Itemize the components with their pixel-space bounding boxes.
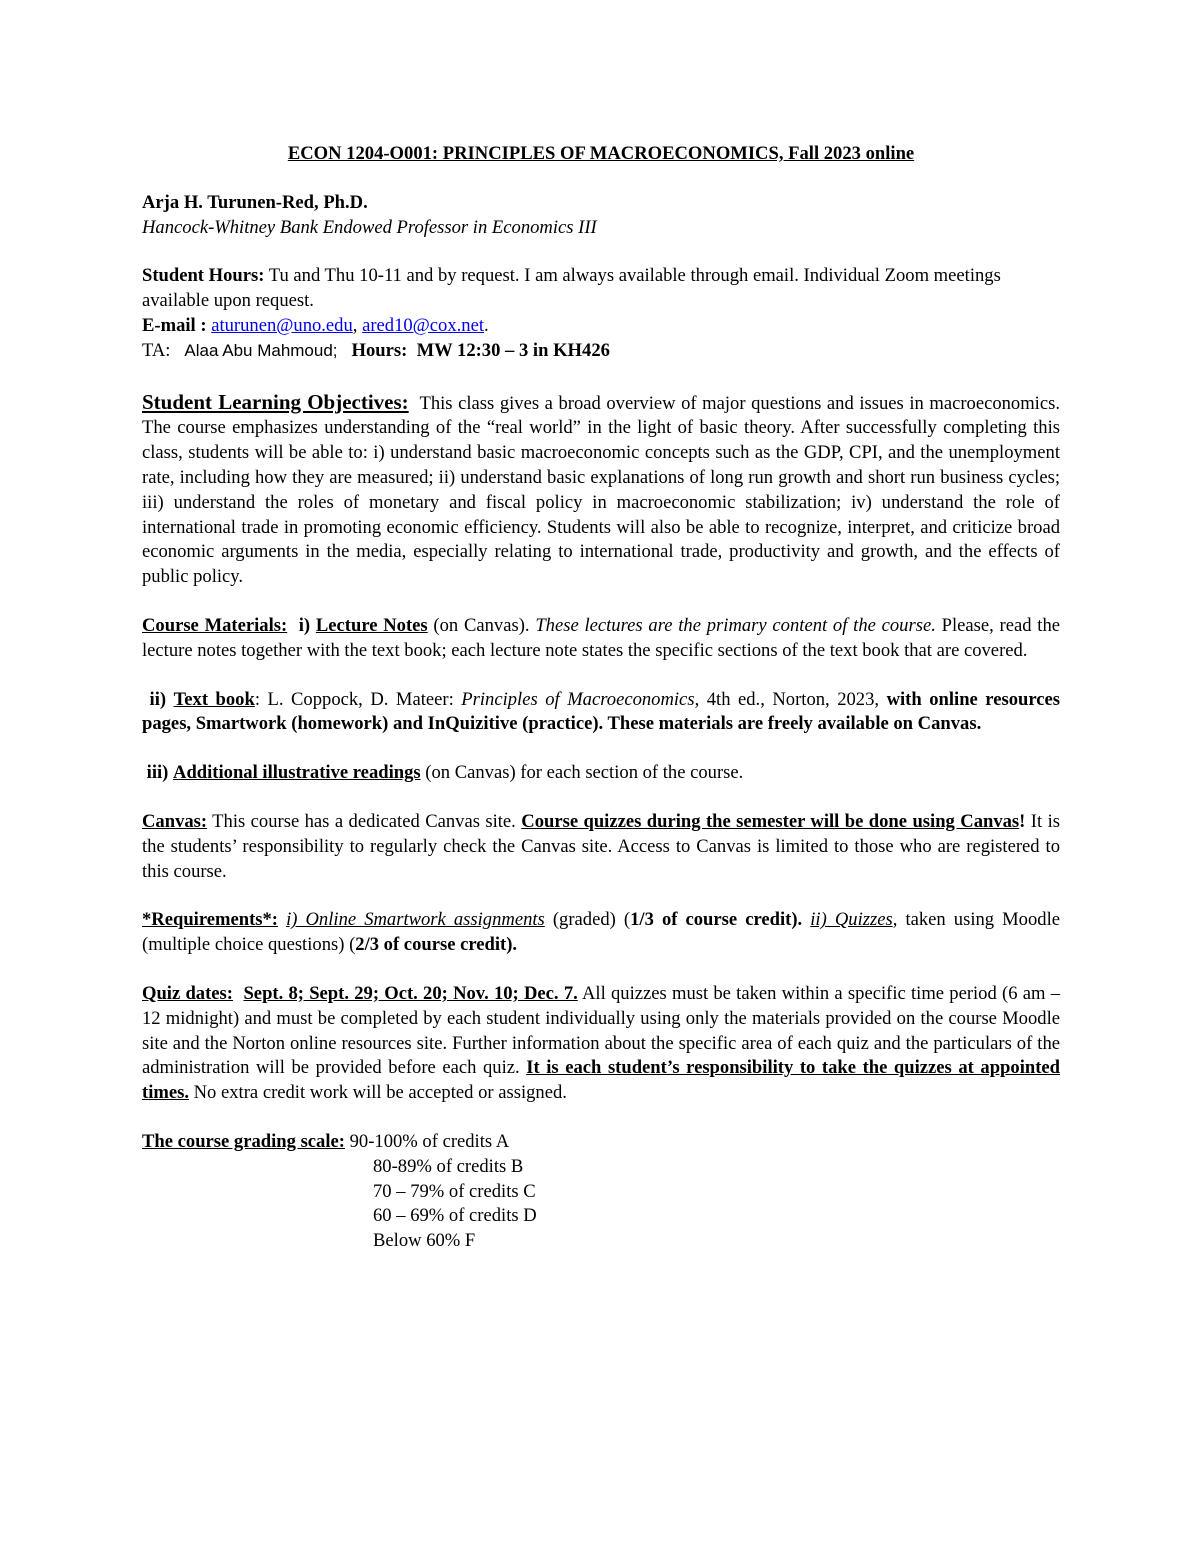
materials-iii-num: iii): [146, 762, 169, 784]
canvas-section: [142, 810, 1060, 884]
quiz-dates-section: [142, 982, 1060, 1106]
student-hours: [142, 264, 1060, 314]
grading-scale-rows: [373, 1155, 1060, 1254]
email-link-cox[interactable]: ared10@cox.net: [362, 314, 484, 336]
requirement-smartwork-end: ).: [791, 909, 811, 931]
lecture-notes-italic: These lectures are the primary content of the course.: [535, 614, 936, 636]
canvas-text-1: This course has a dedicated Canvas site.: [207, 810, 522, 832]
ta-hours-label: Hours:: [351, 339, 408, 361]
additional-readings-text: (on Canvas) for each section of the course.: [420, 762, 744, 784]
text-book-label: Text book: [173, 688, 255, 710]
ta-label: TA:: [142, 339, 171, 361]
additional-readings: [142, 761, 1060, 786]
requirements-section: [142, 908, 1060, 958]
learning-objectives-text: This class gives a broad overview of major questions and issues in macroeconomics. The course emphasizes understanding of the “real world” in the light of basic theory. After successfully completing this class, students will be able to: i) understand basic macroeconomic concepts such as the GDP, CPI, and the unemployment rate, including how they are measured; ii) understand basic explanations of long run growth and short run business cycles; iii) understand the roles of monetary and fiscal policy in macroeconomic stabilization; iv) understand the role of international trade in promoting economic efficiency. Students will also be able to recognize, interpret, and criticize broad economic arguments in the media, especially relating to international trade, productivity and growth, and the effects of public policy.: [142, 392, 1060, 588]
additional-readings-label: Additional illustrative readings: [173, 762, 421, 784]
requirement-quizzes-text: , taken using Moodle (multiple choice questions) (: [142, 909, 1060, 956]
requirement-smartwork-text: (graded) (: [544, 909, 631, 931]
grade-row-c: 70 – 79% of credits C: [373, 1180, 536, 1202]
text-book-text-2: , 4th ed., Norton, 2023,: [694, 688, 887, 710]
text-book-bold: with online resources pages, Smartwork (homework) and InQuizitive (practice). These materials are freely available on Canvas.: [142, 688, 1061, 735]
quiz-dates-end: No extra credit work will be accepted or assigned.: [188, 1082, 567, 1104]
lecture-notes-label: Lecture Notes: [315, 614, 428, 636]
grade-row-d: 60 – 69% of credits D: [373, 1205, 537, 1227]
requirements-heading: *Requirements*:: [142, 909, 278, 931]
canvas-bang: !: [1019, 810, 1026, 832]
ta-hours: MW 12:30 – 3 in KH426: [416, 339, 610, 361]
learning-objectives: [142, 390, 1060, 590]
email-link-uno[interactable]: aturunen@uno.edu: [211, 314, 353, 336]
text-book-title: Principles of Macroeconomics: [461, 688, 695, 710]
lecture-notes-rest: Please, read the lecture notes together with the text book; each lecture note states the specific sections of the text book that are covered.: [142, 614, 1061, 661]
quiz-dates-list: Sept. 8; Sept. 29; Oct. 20; Nov. 10; Dec. 7.: [243, 982, 578, 1004]
requirement-quizzes: ii) Quizzes: [810, 909, 893, 931]
email-line: E-mail : aturunen@uno.edu, ared10@cox.net.: [142, 314, 489, 336]
requirement-quizzes-end: ).: [506, 934, 518, 956]
quiz-dates-heading: Quiz dates:: [142, 982, 233, 1004]
grade-row-b: 80-89% of credits B: [373, 1155, 524, 1177]
canvas-quiz-notice: Course quizzes during the semester will be done using Canvas: [521, 810, 1020, 832]
student-hours-text: Tu and Thu 10-11 and by request. I am always available through email. Individual Zoom meetings available upon request.: [142, 265, 1001, 312]
text-book-text-1: : L. Coppock, D. Mateer:: [254, 688, 462, 710]
instructor-name: Arja H. Turunen-Red, Ph.D.: [142, 191, 368, 213]
course-materials: [142, 614, 1060, 664]
materials-i-num: i): [298, 614, 311, 636]
ta-line: [142, 339, 1060, 364]
materials-ii-num: ii): [149, 688, 167, 710]
instructor-position: Hancock-Whitney Bank Endowed Professor in Economics III: [142, 216, 597, 238]
student-hours-label: Student Hours:: [142, 265, 265, 287]
course-materials-heading: Course Materials:: [142, 614, 288, 636]
text-book: [142, 688, 1060, 738]
requirement-quizzes-credit: 2/3 of course credit: [355, 934, 507, 956]
email-label: E-mail :: [142, 314, 207, 336]
quiz-dates-text: All quizzes must be taken within a specific time period (6 am – 12 midnight) and must be completed by each student individually using only the materials provided on the course Moodle site and the Norton online resources site. Further information about the specific area of each quiz and the particulars of the administration will be provided before each quiz.: [142, 982, 1060, 1079]
grading-scale-first: 90-100% of credits A: [344, 1130, 510, 1152]
requirement-smartwork: i) Online Smartwork assignments: [286, 909, 545, 931]
canvas-text-2: It is the students’ responsibility to regularly check the Canvas site. Access to Canvas is limited to those who are registered to this course.: [142, 810, 1060, 882]
lecture-notes-text: (on Canvas).: [427, 614, 536, 636]
grading-scale-heading: The course grading scale:: [142, 1130, 345, 1152]
grade-row-f: Below 60% F: [373, 1230, 476, 1252]
ta-name: Alaa Abu Mahmoud;: [184, 340, 338, 360]
requirement-smartwork-credit: 1/3 of course credit: [630, 909, 792, 931]
learning-objectives-heading: Student Learning Objectives:: [142, 389, 409, 414]
grading-scale: [142, 1130, 1060, 1155]
canvas-heading: Canvas:: [142, 810, 208, 832]
quiz-responsibility: It is each student’s responsibility to take the quizzes at appointed times.: [142, 1057, 1060, 1104]
document-title: ECON 1204-O001: PRINCIPLES OF MACROECONOMICS, Fall 2023 online: [287, 143, 915, 164]
